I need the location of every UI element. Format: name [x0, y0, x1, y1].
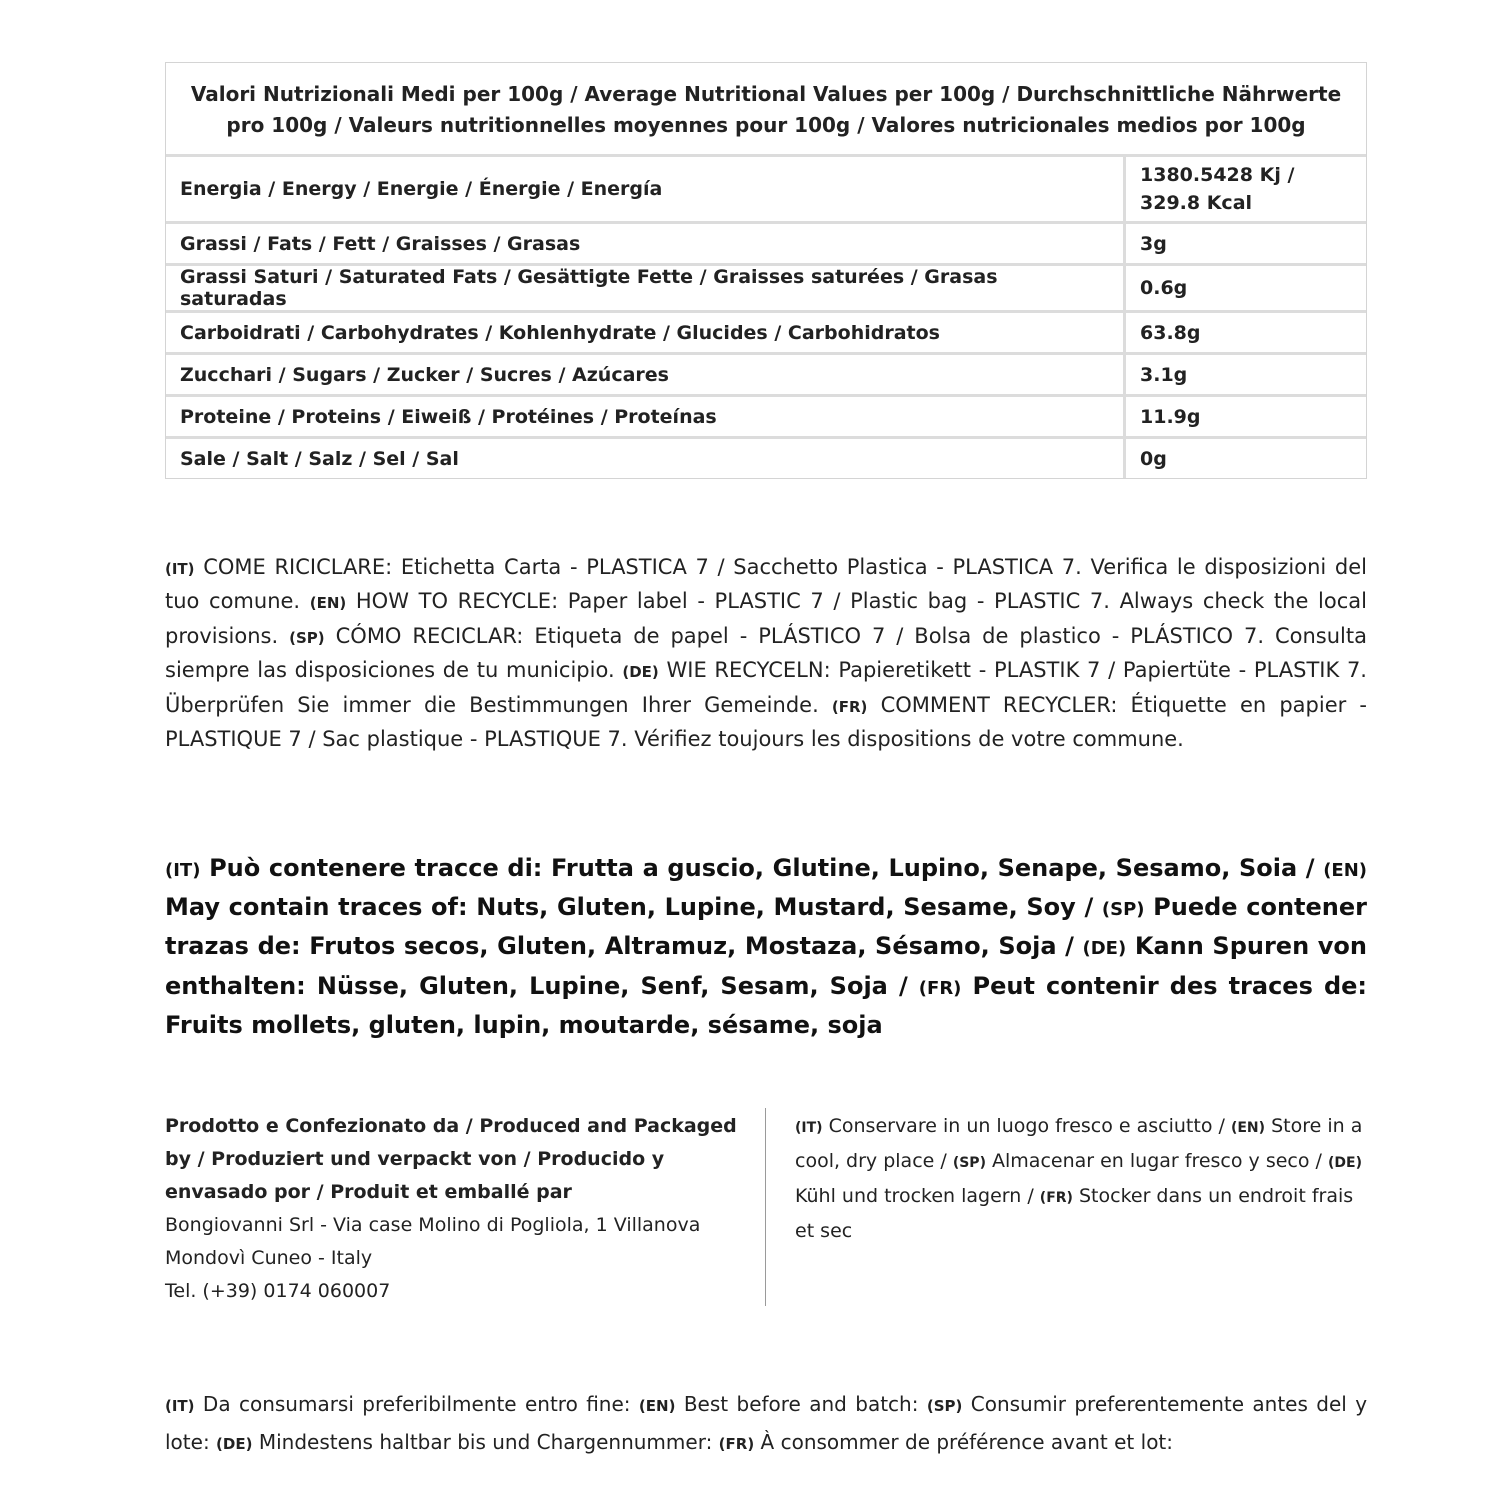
lang-tag-en: (EN)	[1323, 860, 1368, 881]
table-row-carbohydrates	[166, 313, 1366, 355]
lang-tag-en: (EN)	[1230, 1120, 1266, 1136]
recycling-instructions	[165, 551, 1367, 755]
table-row-energy	[166, 157, 1366, 224]
best-before-notice	[165, 1386, 1367, 1462]
nutrition-table-title: Valori Nutrizionali Medi per 100g / Average Nutritional Values per 100g / Durchschnittliche Nährwerte pro 100g / Valeurs nutritionnelles moyennes pour 100g / Valores nutricionales medios por 100g	[166, 63, 1366, 157]
lang-tag-it: (IT)	[795, 1120, 823, 1136]
nutrient-label: Carboidrati / Carbohydrates / Kohlenhydrate / Glucides / Carbohidratos	[166, 313, 1123, 355]
lang-tag-it: (IT)	[165, 860, 201, 881]
nutrient-value	[1123, 157, 1366, 224]
nutrient-label: Zucchari / Sugars / Zucker / Sucres / Azúcares	[166, 355, 1123, 397]
storage-instructions	[795, 1110, 1367, 1248]
storage-text-fr: Stocker dans un endroit frais et sec	[795, 1185, 1354, 1242]
allergen-warning	[165, 850, 1367, 1043]
lang-tag-en: (EN)	[638, 1397, 676, 1415]
table-row-sugars	[166, 355, 1366, 397]
nutrient-label: Energia / Energy / Energie / Énergie / Energía	[166, 157, 1123, 224]
producer-title: Prodotto e Confezionato da / Produced and Packaged by / Produziert und verpackt von / Producido y envasado por / Produit et emballé par	[165, 1115, 737, 1203]
producer-info	[165, 1110, 745, 1308]
best-before-text-sp: Consumir preferentemente antes del y lote:	[165, 1392, 1368, 1454]
allergen-text-fr: Peut contenir des traces de: Fruits mollets, gluten, lupin, moutarde, sésame, soja	[165, 971, 1368, 1039]
lang-tag-sp: (SP)	[926, 1397, 963, 1415]
lang-tag-en: (EN)	[309, 594, 347, 613]
energy-kj-value: 1380.5428 Kj /	[1140, 164, 1295, 186]
lang-tag-it: (IT)	[165, 560, 195, 578]
allergen-text-sp: Puede contener trazas de: Frutos secos, Gluten, Altramuz, Mostaza, Sésamo, Soja /	[165, 893, 1367, 961]
recycling-text-de: WIE RECYCELN: Papieretikett - PLASTIK 7 / Papiertüte - PLASTIK 7. Überprüfen Sie immer die Bestimmungen Ihrer Gemeinde.	[165, 658, 1367, 717]
table-row-fats	[166, 224, 1366, 266]
allergen-text-en: May contain traces of: Nuts, Gluten, Lupine, Mustard, Sesame, Soy /	[165, 893, 1094, 922]
lang-tag-fr: (FR)	[831, 697, 868, 716]
recycling-text-it: COME RICICLARE: Etichetta Carta - PLASTICA 7 / Sacchetto Plastica - PLASTICA 7. Verifica le disposizioni del tuo comune.	[165, 555, 1367, 614]
table-row-salt	[166, 439, 1366, 478]
best-before-text-it: Da consumarsi preferibilmente entro fine:	[202, 1392, 631, 1416]
best-before-text-en: Best before and batch:	[683, 1392, 919, 1416]
producer-address: Bongiovanni Srl - Via case Molino di Pogliola, 1 Villanova Mondovì Cuneo - Italy	[165, 1214, 701, 1269]
recycling-text-en: HOW TO RECYCLE: Paper label - PLASTIC 7 / Plastic bag - PLASTIC 7. Always check the local provisions.	[165, 589, 1367, 648]
storage-text-de: Kühl und trocken lagern /	[795, 1185, 1034, 1207]
lang-tag-de: (DE)	[1327, 1155, 1362, 1171]
lang-tag-fr: (FR)	[918, 977, 962, 999]
lang-tag-it: (IT)	[165, 1397, 195, 1415]
lang-tag-sp: (SP)	[952, 1155, 986, 1171]
recycling-text-sp: CÓMO RECICLAR: Etiqueta de papel - PLÁSTICO 7 / Bolsa de plastico - PLÁSTICO 7. Consulta siempre las disposiciones de tu municipio.	[165, 623, 1367, 683]
allergen-text-it: Può contenere tracce di: Frutta a guscio, Glutine, Lupino, Senape, Sesamo, Soia /	[209, 854, 1315, 882]
lang-tag-de: (DE)	[622, 663, 659, 682]
nutrition-table	[165, 62, 1367, 479]
lang-tag-de: (DE)	[216, 1435, 253, 1453]
storage-text-en: Store in a cool, dry place /	[795, 1115, 1363, 1172]
table-row-proteins	[166, 397, 1366, 439]
nutrient-value: 11.9g	[1123, 397, 1366, 439]
column-divider	[765, 1108, 766, 1306]
lang-tag-sp: (SP)	[1101, 899, 1145, 921]
recycling-text-fr: COMMENT RECYCLER: Étiquette en papier - PLASTIQUE 7 / Sac plastique - PLASTIQUE 7. Vérifiez toujours les dispositions de votre commune.	[165, 692, 1367, 752]
nutrient-value: 0g	[1123, 439, 1366, 478]
nutrient-label: Sale / Salt / Salz / Sel / Sal	[180, 447, 459, 470]
producer-phone: Tel. (+39) 0174 060007	[165, 1280, 391, 1302]
table-row-saturated-fats	[166, 266, 1366, 313]
allergen-text-de: Kann Spuren von enthalten: Nüsse, Gluten, Lupine, Senf, Sesam, Soja /	[165, 932, 1368, 1000]
nutrient-value: 3g	[1123, 224, 1366, 266]
nutrient-label: Grassi Saturi / Saturated Fats / Gesättigte Fette / Graisses saturées / Grasas saturadas	[166, 266, 1123, 313]
storage-text-sp: Almacenar en lugar fresco y seco /	[992, 1150, 1322, 1172]
best-before-text-fr: À consommer de préférence avant et lot:	[760, 1430, 1174, 1454]
nutrient-value: 63.8g	[1123, 313, 1366, 355]
nutrient-value: 3.1g	[1123, 355, 1366, 397]
best-before-text-de: Mindestens haltbar bis und Chargennummer:	[258, 1430, 713, 1454]
lang-tag-fr: (FR)	[1039, 1190, 1073, 1206]
lang-tag-de: (DE)	[1082, 938, 1127, 960]
nutrient-label: Grassi / Fats / Fett / Graisses / Grasas	[166, 224, 1123, 266]
nutrition-header-row	[166, 63, 1366, 157]
nutrient-value: 0.6g	[1123, 266, 1366, 313]
storage-text-it: Conservare in un luogo fresco e asciutto /	[828, 1115, 1225, 1137]
lang-tag-fr: (FR)	[718, 1435, 755, 1453]
nutrient-label: Proteine / Proteins / Eiweiß / Protéines / Proteínas	[166, 397, 1123, 439]
lang-tag-sp: (SP)	[289, 628, 325, 647]
energy-kcal-value: 329.8 Kcal	[1140, 192, 1253, 214]
